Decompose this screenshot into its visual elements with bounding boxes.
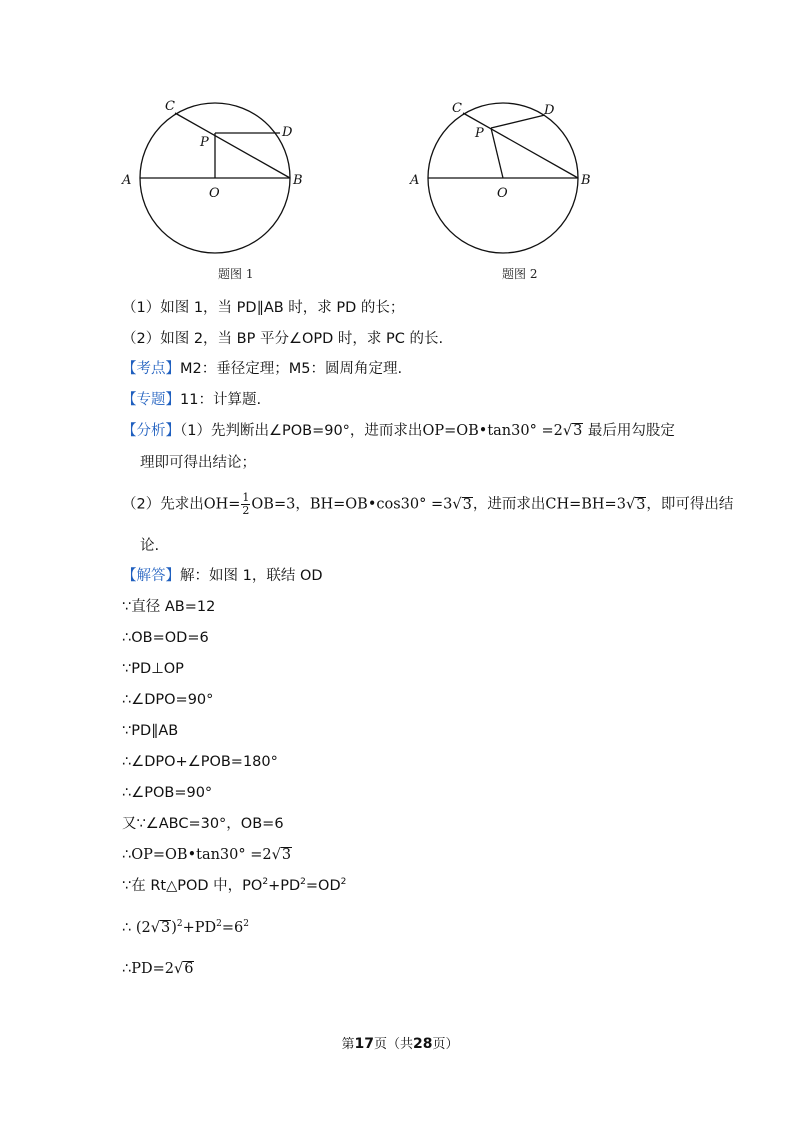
step-5: ∵PD∥AB — [122, 723, 179, 739]
label-d: D — [544, 103, 555, 118]
fenxi-text-3a: （2）先求出 — [122, 496, 204, 513]
step-7: ∴∠POB=90° — [122, 785, 213, 801]
page-footer — [0, 1033, 800, 1052]
fenxi-tag: 【分析】 — [122, 423, 180, 439]
step-8: 又∵∠ABC=30°，OB=6 — [122, 816, 284, 832]
label-p: P — [475, 126, 484, 141]
fraction-half — [241, 492, 250, 517]
fenxi-text-3h: ，即可得出结 — [646, 496, 734, 513]
sqrt-icon: √ — [452, 496, 462, 513]
step-11-sup-3: 2 — [243, 919, 249, 929]
step-10 — [122, 876, 346, 896]
footer-mid: 页（共 — [373, 1037, 413, 1052]
jieda-intro — [122, 566, 323, 586]
jieda-tag: 【解答】 — [122, 568, 180, 584]
question-2: （2）如图 2，当 BP 平分∠OPD 时，求 PC 的长. — [122, 331, 444, 347]
step-11 — [122, 918, 249, 938]
label-c: C — [165, 99, 175, 114]
step-10-text-b: +PD — [268, 878, 301, 894]
kaodian-line — [122, 359, 402, 379]
fenxi-formula-1: OP=OB•tan30° =2 — [422, 423, 563, 439]
step-12-formula: PD=2 — [131, 961, 174, 977]
step-1: ∵直径 AB=12 — [122, 599, 216, 615]
step-9-radicand: 3 — [281, 847, 292, 863]
sqrt-icon: √ — [174, 961, 184, 977]
fenxi-line-2: 理即可得出结论； — [140, 455, 256, 471]
label-a: A — [410, 173, 420, 188]
sqrt-icon: √ — [625, 496, 636, 513]
question-1: （1）如图 1，当 PD∥AB 时，求 PD 的长； — [122, 300, 405, 316]
sqrt-icon: √ — [271, 847, 281, 863]
figure-2-caption: 题图 2 — [502, 267, 538, 281]
step-11-open: (2 — [135, 920, 151, 936]
figure-1-diagram — [110, 90, 330, 270]
fenxi-text-1a: （1）先判断出∠POB=90°，进而求出 — [180, 423, 423, 439]
zhuanti-line — [122, 390, 261, 410]
sqrt-icon: √ — [150, 920, 160, 936]
fenxi-line-3 — [122, 492, 733, 517]
step-10-text: ∵在 Rt△POD 中，PO — [122, 878, 263, 894]
fenxi-line-4: 论. — [140, 538, 160, 554]
label-b: B — [293, 173, 303, 188]
footer-page-number: 17 — [354, 1036, 374, 1052]
sqrt-icon: √ — [562, 423, 573, 439]
step-9-prefix: ∴ — [122, 847, 132, 863]
label-o: O — [209, 186, 220, 201]
fenxi-line-1 — [122, 421, 675, 441]
step-11-radicand: 3 — [160, 920, 171, 936]
fenxi-text-3e: ，进而求出 — [472, 496, 546, 513]
zhuanti-text: 11：计算题. — [180, 392, 262, 408]
step-11-prefix: ∴ — [122, 920, 136, 936]
figure-2-diagram — [398, 90, 618, 270]
label-a: A — [122, 173, 132, 188]
fenxi-radicand-1: 3 — [573, 423, 583, 439]
kaodian-text: M2：垂径定理；M5：圆周角定理. — [180, 361, 403, 377]
zhuanti-tag: 【专题】 — [122, 392, 180, 408]
jieda-intro-text: 解：如图 1，联结 OD — [180, 568, 323, 584]
step-9-formula: OP=OB•tan30° =2 — [131, 847, 272, 863]
fenxi-radicand-3g: 3 — [636, 496, 646, 513]
fraction-denominator: 2 — [242, 504, 250, 517]
step-3: ∵PD⊥OP — [122, 661, 184, 677]
step-9 — [122, 845, 292, 865]
footer-total-pages: 28 — [413, 1036, 433, 1052]
label-o: O — [497, 186, 508, 201]
step-11-sup-1: 2 — [176, 919, 183, 929]
figure-1 — [110, 90, 330, 270]
step-11-sup-2: 2 — [216, 919, 222, 929]
step-10-sup-1: 2 — [262, 877, 269, 887]
step-12 — [122, 959, 194, 979]
step-10-text-c: =OD — [305, 878, 341, 894]
step-2: ∴OB=OD=6 — [122, 630, 209, 646]
fenxi-text-1d: 最后用勾股定 — [583, 423, 675, 439]
label-b: B — [581, 173, 591, 188]
step-11-six: =6 — [221, 920, 244, 936]
fraction-numerator: 1 — [242, 491, 250, 504]
step-10-sup-2: 2 — [300, 877, 306, 887]
footer-post: 页） — [432, 1037, 459, 1052]
fenxi-radicand-3d: 3 — [462, 496, 472, 513]
step-10-sup-3: 2 — [340, 877, 347, 887]
label-c: C — [452, 101, 462, 116]
figure-1-caption: 题图 1 — [218, 267, 254, 281]
fenxi-formula-3b: OH= — [203, 496, 241, 513]
step-6: ∴∠DPO+∠POB=180° — [122, 754, 278, 770]
step-12-radicand: 6 — [184, 961, 194, 977]
fenxi-formula-3c: OB=3，BH=OB•cos30° =3 — [251, 496, 453, 513]
figure-2 — [398, 90, 618, 270]
label-d: D — [282, 125, 293, 140]
fenxi-formula-3f: CH=BH=3 — [545, 496, 626, 513]
label-p: P — [200, 135, 209, 150]
footer-pre: 第 — [341, 1037, 355, 1052]
kaodian-tag: 【考点】 — [122, 361, 180, 377]
step-4: ∴∠DPO=90° — [122, 692, 214, 708]
step-12-prefix: ∴ — [122, 961, 132, 977]
step-11-close: ) — [171, 920, 177, 936]
step-11-pd: +PD — [182, 920, 217, 936]
